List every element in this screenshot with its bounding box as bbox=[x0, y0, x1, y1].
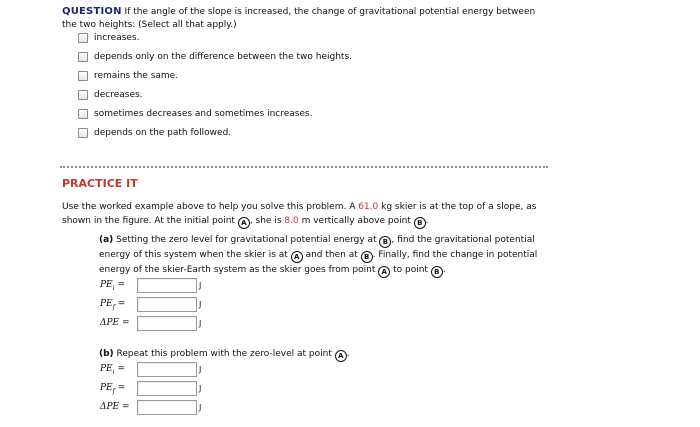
part-a-line: and then at bbox=[302, 250, 361, 260]
point-b-icon: B bbox=[361, 251, 373, 263]
checkbox[interactable] bbox=[78, 90, 88, 100]
option-label: sometimes decreases and sometimes increases. bbox=[94, 109, 313, 119]
pe-final-input-a[interactable] bbox=[137, 297, 197, 312]
intro-text: Use the worked example above to help you solve this problem. A bbox=[62, 202, 359, 212]
option-depends-on-difference[interactable] bbox=[78, 52, 352, 62]
unit-joules: J bbox=[199, 281, 202, 290]
symbol: PE bbox=[100, 383, 113, 393]
pe-final-label-a bbox=[100, 299, 125, 311]
option-remains-same[interactable] bbox=[78, 71, 178, 81]
part-a-line: energy of this system when the skier is at bbox=[99, 250, 291, 260]
subscript: i bbox=[112, 284, 115, 292]
option-label: depends on the path followed. bbox=[94, 128, 232, 138]
equals: = bbox=[122, 402, 130, 412]
point-a-icon: A bbox=[335, 350, 347, 362]
option-label: depends only on the difference between the two heights. bbox=[94, 52, 353, 62]
equals: = bbox=[122, 318, 130, 328]
symbol: PE bbox=[100, 364, 113, 374]
delta-pe-input-a[interactable] bbox=[137, 316, 197, 331]
intro-text: kg skier is at the top of a slope, as bbox=[378, 202, 537, 212]
checkbox[interactable] bbox=[78, 71, 88, 81]
delta-pe-label-b bbox=[100, 402, 130, 412]
question-text bbox=[62, 5, 542, 32]
option-label: decreases. bbox=[94, 90, 143, 100]
practice-title: PRACTICE IT bbox=[62, 177, 138, 190]
unit-joules: J bbox=[199, 384, 202, 393]
intro-text: , she is bbox=[249, 216, 285, 226]
equals: = bbox=[117, 299, 126, 309]
symbol: ΔPE bbox=[100, 402, 120, 412]
option-label: remains the same. bbox=[94, 71, 179, 81]
subscript: i bbox=[112, 368, 115, 376]
option-label: increases. bbox=[94, 33, 140, 43]
delta-pe-label-a bbox=[100, 318, 130, 328]
equals: = bbox=[117, 280, 125, 290]
practice-intro: Use the worked example above to help you solve this problem. A 61.0 kg skier is at the top of a slope, as shown in the figure. At the initial point A , she is 8.0 m vertically above point B . bbox=[62, 202, 537, 227]
symbol: PE bbox=[100, 280, 113, 290]
part-a-line: energy of the skier-Earth system as the skier goes from point bbox=[99, 265, 379, 275]
pe-final-input-b[interactable] bbox=[137, 381, 197, 396]
option-decreases[interactable] bbox=[78, 90, 143, 100]
option-depends-on-path[interactable] bbox=[78, 128, 231, 138]
part-a-line: to point bbox=[390, 265, 431, 275]
unit-joules: J bbox=[199, 365, 202, 374]
option-increases[interactable] bbox=[78, 33, 139, 43]
point-a-icon: A bbox=[378, 266, 390, 278]
symbol: ΔPE bbox=[100, 318, 120, 328]
mass-value: 61.0 bbox=[358, 202, 379, 212]
pe-initial-label-a bbox=[100, 280, 125, 292]
symbol: PE bbox=[100, 299, 113, 309]
pe-final-label-b bbox=[100, 383, 125, 395]
unit-joules: J bbox=[199, 403, 202, 412]
intro-text: shown in the figure. At the initial point bbox=[62, 216, 238, 226]
delta-pe-input-b[interactable] bbox=[137, 400, 197, 415]
checkbox[interactable] bbox=[78, 33, 88, 43]
part-a-line: , find the gravitational potential bbox=[391, 235, 535, 245]
point-b-icon: B bbox=[414, 217, 426, 229]
subscript: f bbox=[112, 387, 115, 395]
point-b-icon: B bbox=[431, 266, 443, 278]
subscript: f bbox=[112, 303, 115, 311]
option-sometimes[interactable] bbox=[78, 109, 313, 119]
checkbox[interactable] bbox=[78, 128, 88, 138]
pe-initial-input-b[interactable] bbox=[137, 362, 197, 377]
part-a-line: . bbox=[442, 265, 446, 275]
part-a-line: Setting the zero level for gravitational potential energy at bbox=[113, 235, 380, 245]
part-a-text bbox=[99, 233, 549, 278]
point-a-icon: A bbox=[238, 217, 250, 229]
checkbox[interactable] bbox=[78, 52, 88, 62]
point-b-icon: B bbox=[379, 236, 391, 248]
unit-joules: J bbox=[199, 319, 202, 328]
equals: = bbox=[117, 383, 126, 393]
height-value: 8.0 bbox=[284, 216, 299, 226]
part-b-text: (b) Repeat this problem with the zero-level at point A . bbox=[99, 349, 350, 360]
pe-initial-label-b bbox=[100, 364, 125, 376]
pe-initial-input-a[interactable] bbox=[137, 278, 197, 293]
section-divider bbox=[60, 166, 548, 168]
equals: = bbox=[117, 364, 125, 374]
part-b-label: (b) bbox=[99, 349, 114, 359]
question-line-2: the two heights: (Select all that apply.) bbox=[62, 20, 237, 30]
question-label: QUESTION bbox=[62, 6, 122, 17]
unit-joules: J bbox=[199, 300, 202, 309]
question-line-1: If the angle of the slope is increased, the change of gravitational potential energy between bbox=[124, 7, 536, 17]
intro-text: m vertically above point bbox=[298, 216, 414, 226]
point-a-icon: A bbox=[291, 251, 303, 263]
checkbox[interactable] bbox=[78, 109, 88, 119]
part-a-line: . Finally, find the change in potential bbox=[372, 250, 538, 260]
part-b-line: Repeat this problem with the zero-level at point bbox=[113, 349, 335, 359]
part-a-label: (a) bbox=[99, 235, 114, 245]
